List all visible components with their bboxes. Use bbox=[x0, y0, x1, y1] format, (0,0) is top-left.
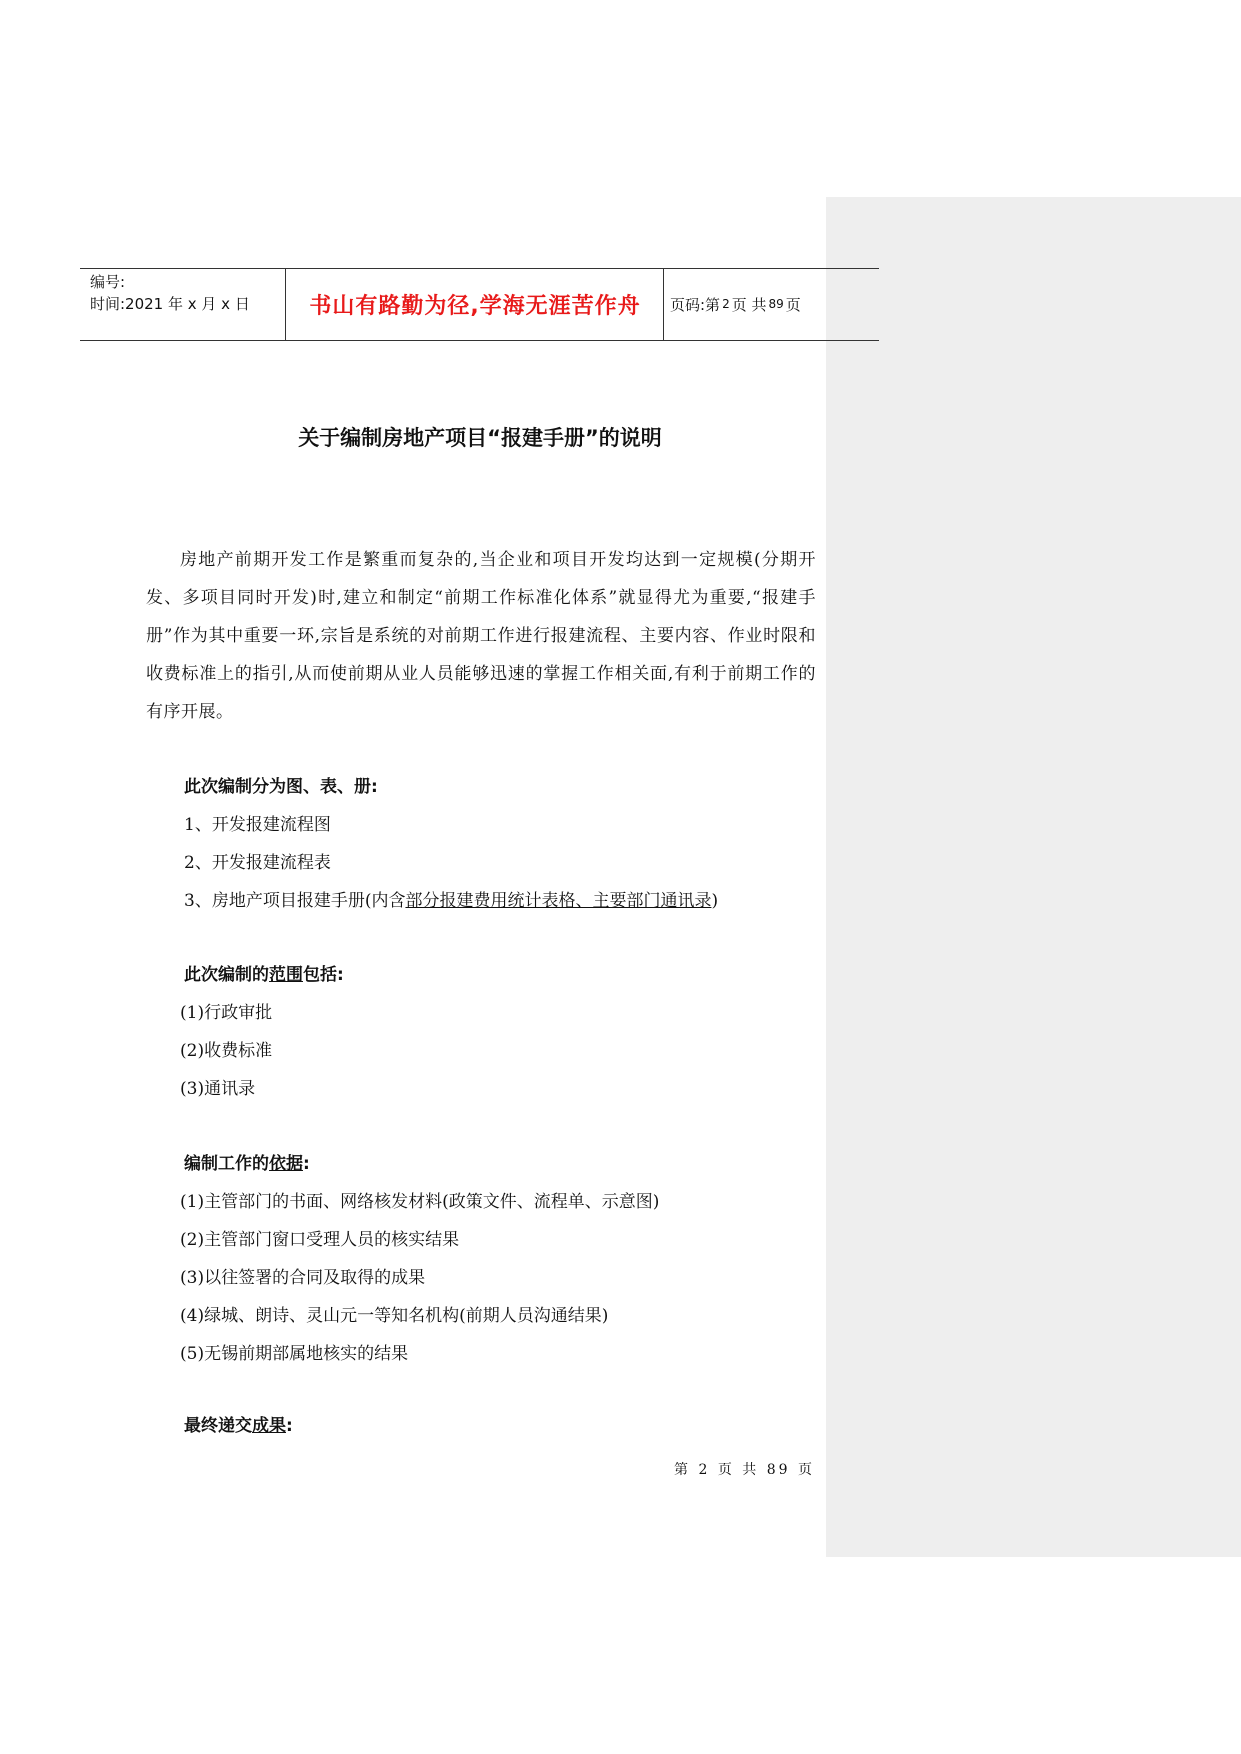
header-divider bbox=[663, 268, 664, 341]
list-item: (4)绿城、朗诗、灵山元一等知名机构(前期人员沟通结果) bbox=[180, 1306, 609, 1326]
header-bottom-rule bbox=[80, 340, 879, 341]
section-heading: 此次编制分为图、表、册: bbox=[184, 777, 378, 797]
section-heading bbox=[184, 1145, 824, 1183]
section-heading bbox=[184, 1407, 824, 1445]
header-divider bbox=[285, 268, 286, 341]
page-footer bbox=[600, 1459, 815, 1479]
page-total: 89 bbox=[768, 297, 784, 311]
header-motto: 书山有路勤为径,学海无涯苦作舟 bbox=[309, 293, 641, 319]
list-item: (3)以往签署的合同及取得的成果 bbox=[180, 1268, 426, 1288]
doc-time-label: 时间:2021 年 x 月 x 日 bbox=[90, 295, 250, 313]
document-title: 关于编制房地产项目“报建手册”的说明 bbox=[298, 426, 662, 450]
intro-paragraph: 房地产前期开发工作是繁重而复杂的,当企业和项目开发均达到一定规模(分期开发、多项目同时开发)时,建立和制定“前期工作标准化体系”就显得尤为重要,“报建手册”作为其中重要一环,宗旨是系统的对前期工作进行报建流程、主要内容、作业时限和收费标准上的指引,从而使前期从业人员能够迅速的掌握工作相关面,有利于前期工作的有序开展。 bbox=[146, 550, 816, 722]
section-heading bbox=[184, 956, 824, 994]
section-scope bbox=[180, 956, 824, 1108]
header-page-number bbox=[670, 268, 875, 340]
list-item: (5)无锡前期部属地核实的结果 bbox=[180, 1344, 409, 1364]
footer-total-pages: 89 bbox=[766, 1462, 791, 1478]
heading-text: 编制工作的 bbox=[184, 1154, 269, 1174]
page-mid: 页 共 bbox=[731, 295, 767, 314]
list-item: (2)收费标准 bbox=[180, 1041, 273, 1061]
section-basis bbox=[180, 1145, 824, 1373]
footer-current-page: 2 bbox=[698, 1462, 711, 1478]
list-item: 1、开发报建流程图 bbox=[184, 815, 331, 835]
comment-pane bbox=[826, 197, 1241, 1557]
section-composition bbox=[184, 768, 824, 920]
heading-text: 包括: bbox=[303, 965, 344, 985]
underlined-text: 成果 bbox=[252, 1416, 286, 1436]
footer-suffix: 页 bbox=[798, 1462, 815, 1478]
list-item: (2)主管部门窗口受理人员的核实结果 bbox=[180, 1230, 460, 1250]
list-item-text: 3、房地产项目报建手册(内含 bbox=[184, 891, 406, 911]
doc-id-label: 编号: bbox=[90, 273, 126, 291]
section-deliverables bbox=[184, 1407, 824, 1445]
page-current: 2 bbox=[722, 297, 730, 311]
underlined-text: 依据 bbox=[269, 1154, 303, 1174]
page-prefix: 页码:第 bbox=[670, 295, 721, 314]
list-item bbox=[184, 882, 824, 920]
underlined-text: 范围 bbox=[269, 965, 303, 985]
heading-text: 此次编制的 bbox=[184, 965, 269, 985]
list-item-text: ) bbox=[711, 891, 719, 911]
underlined-text: 部分报建费用统计表格、主要部门通讯录 bbox=[405, 891, 712, 911]
footer-prefix: 第 bbox=[673, 1462, 691, 1478]
heading-text: 最终递交 bbox=[184, 1416, 252, 1436]
page-suffix: 页 bbox=[785, 295, 801, 314]
list-item: (1)行政审批 bbox=[180, 1003, 273, 1023]
list-item: 2、开发报建流程表 bbox=[184, 853, 331, 873]
list-item: (1)主管部门的书面、网络核发材料(政策文件、流程单、示意图) bbox=[180, 1192, 660, 1212]
heading-text: : bbox=[303, 1154, 310, 1174]
heading-text: : bbox=[286, 1416, 293, 1436]
footer-mid: 页 共 bbox=[717, 1462, 760, 1478]
header-meta bbox=[90, 271, 280, 315]
list-item: (3)通讯录 bbox=[180, 1079, 256, 1099]
